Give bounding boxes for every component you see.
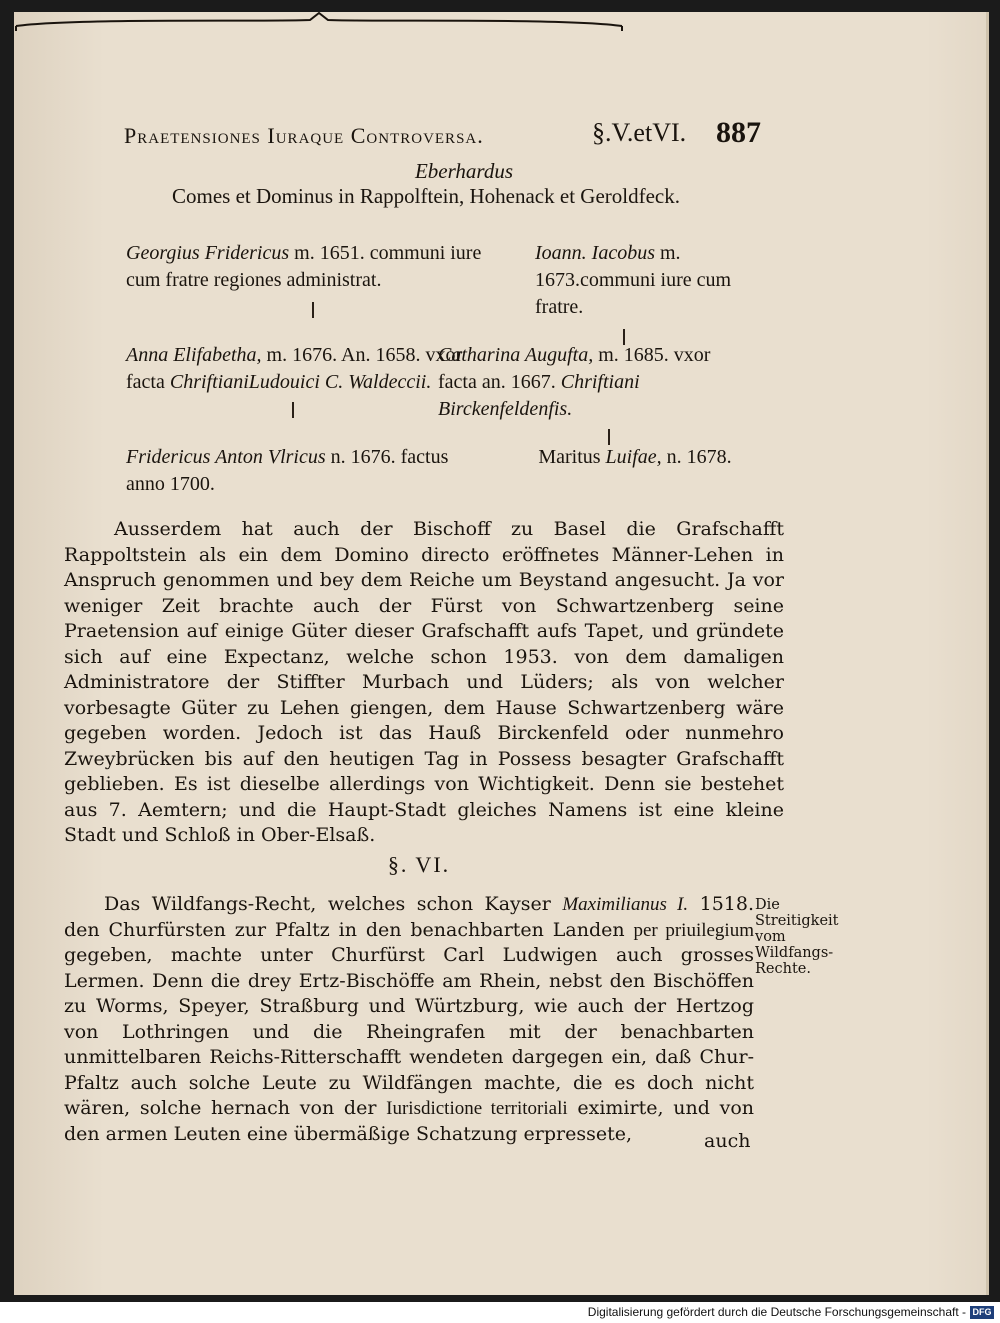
spouse-name: Chriftiani Birckenfeldenfis.: [438, 371, 640, 420]
descent-line: [608, 429, 610, 445]
person-details: m. 1673.communi iure cum fratre.: [535, 242, 732, 318]
latin-phrase: per priuilegium: [633, 919, 754, 941]
latin-phrase: Iurisdictione territoriali: [386, 1098, 568, 1119]
person-ioann-iacobus: [535, 240, 735, 345]
person-name: Anna Elifabetha,: [126, 344, 262, 366]
person-details: m. 1651. communi iure cum fratre regiones administrat.: [126, 242, 482, 291]
genealogy-brace: [14, 12, 624, 32]
paragraph-text: Das Wildfangs-Recht, welches schon Kayser: [104, 893, 563, 915]
paragraph-wildfangs-recht: [64, 892, 754, 1147]
funding-credit: Digitalisierung gefördert durch die Deutsche Forschungsgemeinschaft -: [587, 1305, 966, 1319]
page-number: 887: [716, 116, 761, 149]
genealogy-root-name: Eberhardus: [414, 159, 513, 183]
person-details: n. 1676. factus anno 1700.: [126, 446, 449, 495]
book-page: [14, 12, 989, 1295]
person-details: m. 1676. An. 1658. vxor facta: [126, 344, 463, 393]
running-title: Praetensiones Iuraque Controversa.: [124, 123, 484, 148]
person-catharina-augusta: [438, 342, 738, 445]
margin-note: Die Streitigkeit vom Wildfangs-Rechte.: [755, 897, 839, 977]
paragraph-text: eximirte, und von den armen Leuten eine übermäßige Schatzung erpressete,: [64, 1097, 755, 1145]
paragraph-text: 1518. den Churfürsten zur Pfaltz in den benachbarten Landen: [64, 893, 754, 941]
person-name: Catharina Augufta,: [438, 344, 594, 366]
person-name: Georgius Fridericus: [126, 242, 290, 264]
paragraph-rappoltstein: Ausserdem hat auch der Bischoff zu Basel die Grafschafft Rappoltstein als ein dem Domino directo eröffnetes Männer-Lehen in Anspruch genommen und bey dem Reiche um Beystand angesucht. Ja vor weniger Zeit brachte auch der Fürst von Schwartzenberg seine Praetension auf einige Güter dieser Grafschafft aufs Tapet, und gründete sich auf eine Expectanz, welche schon 1953. von dem damaligen Administratore der Stiffter Murbach und Lüders; als von welcher vorbesagte Güter zu Lehen giengen, dem Hause Schwartzenberg wäre gegeben worden. Jedoch ist das Hauß Birckenfeld oder nunmehro Zweybrücken bis auf den heutigen Tag in Possess besagter Grafschafft geblieben. Es ist dieselbe allerdings von Wichtigkeit. Denn sie bestehet aus 7. Aemtern; und die Haupt-Stadt gleiches Namens ist eine kleine Stadt und Schloß in Ober-Elsaß.: [64, 518, 784, 846]
emperor-name: Maximilianus I.: [562, 894, 689, 915]
person-name: Ioann. Iacobus: [535, 242, 655, 264]
person-name: Luifae,: [605, 446, 662, 468]
person-name: Fridericus Anton Vlricus: [126, 446, 326, 468]
catchword: auch: [704, 1130, 751, 1152]
person-anna-elisabetha: [126, 342, 486, 418]
section-reference: §.V.etVI.: [592, 118, 687, 147]
spouse-name: ChriftianiLudouici C. Waldeccii.: [169, 371, 432, 393]
paragraph-text: gegeben, machte unter Churfürst Carl Ludwigen auch grosses Lermen. Denn die drey Ertz-Bischöffe am Rhein, nebst den Bischöffen zu Worms, Speyer, Straßburg und Würtzburg, wie auch der Hertzog von Lothringen und die Rheingrafen mit der benachbarten unmittelbaren Reichs-Ritterschafft wendeten dargegen ein, daß Chur-Pfaltz auch solche Leute zu Wildfängen machte, die es doch nicht wären, solche hernach von der: [64, 944, 754, 1119]
dfg-logo: DFG: [970, 1306, 994, 1319]
person-details: Maritus: [538, 446, 606, 468]
section-heading: §. VI.: [387, 852, 451, 877]
genealogy-root-title: Comes et Dominus in Rappolftein, Hohenack et Geroldfeck.: [172, 184, 680, 208]
person-details: m. 1685. vxor facta an. 1667.: [438, 344, 711, 393]
person-fridericus-anton-vlricus: [126, 444, 486, 498]
descent-line: [312, 302, 314, 318]
person-maritus-luisae: [535, 444, 735, 471]
descent-line: [292, 402, 294, 418]
digitization-footer: [0, 1302, 1000, 1323]
person-georgius-fridericus: [126, 240, 486, 318]
person-details: n. 1678.: [661, 446, 732, 468]
